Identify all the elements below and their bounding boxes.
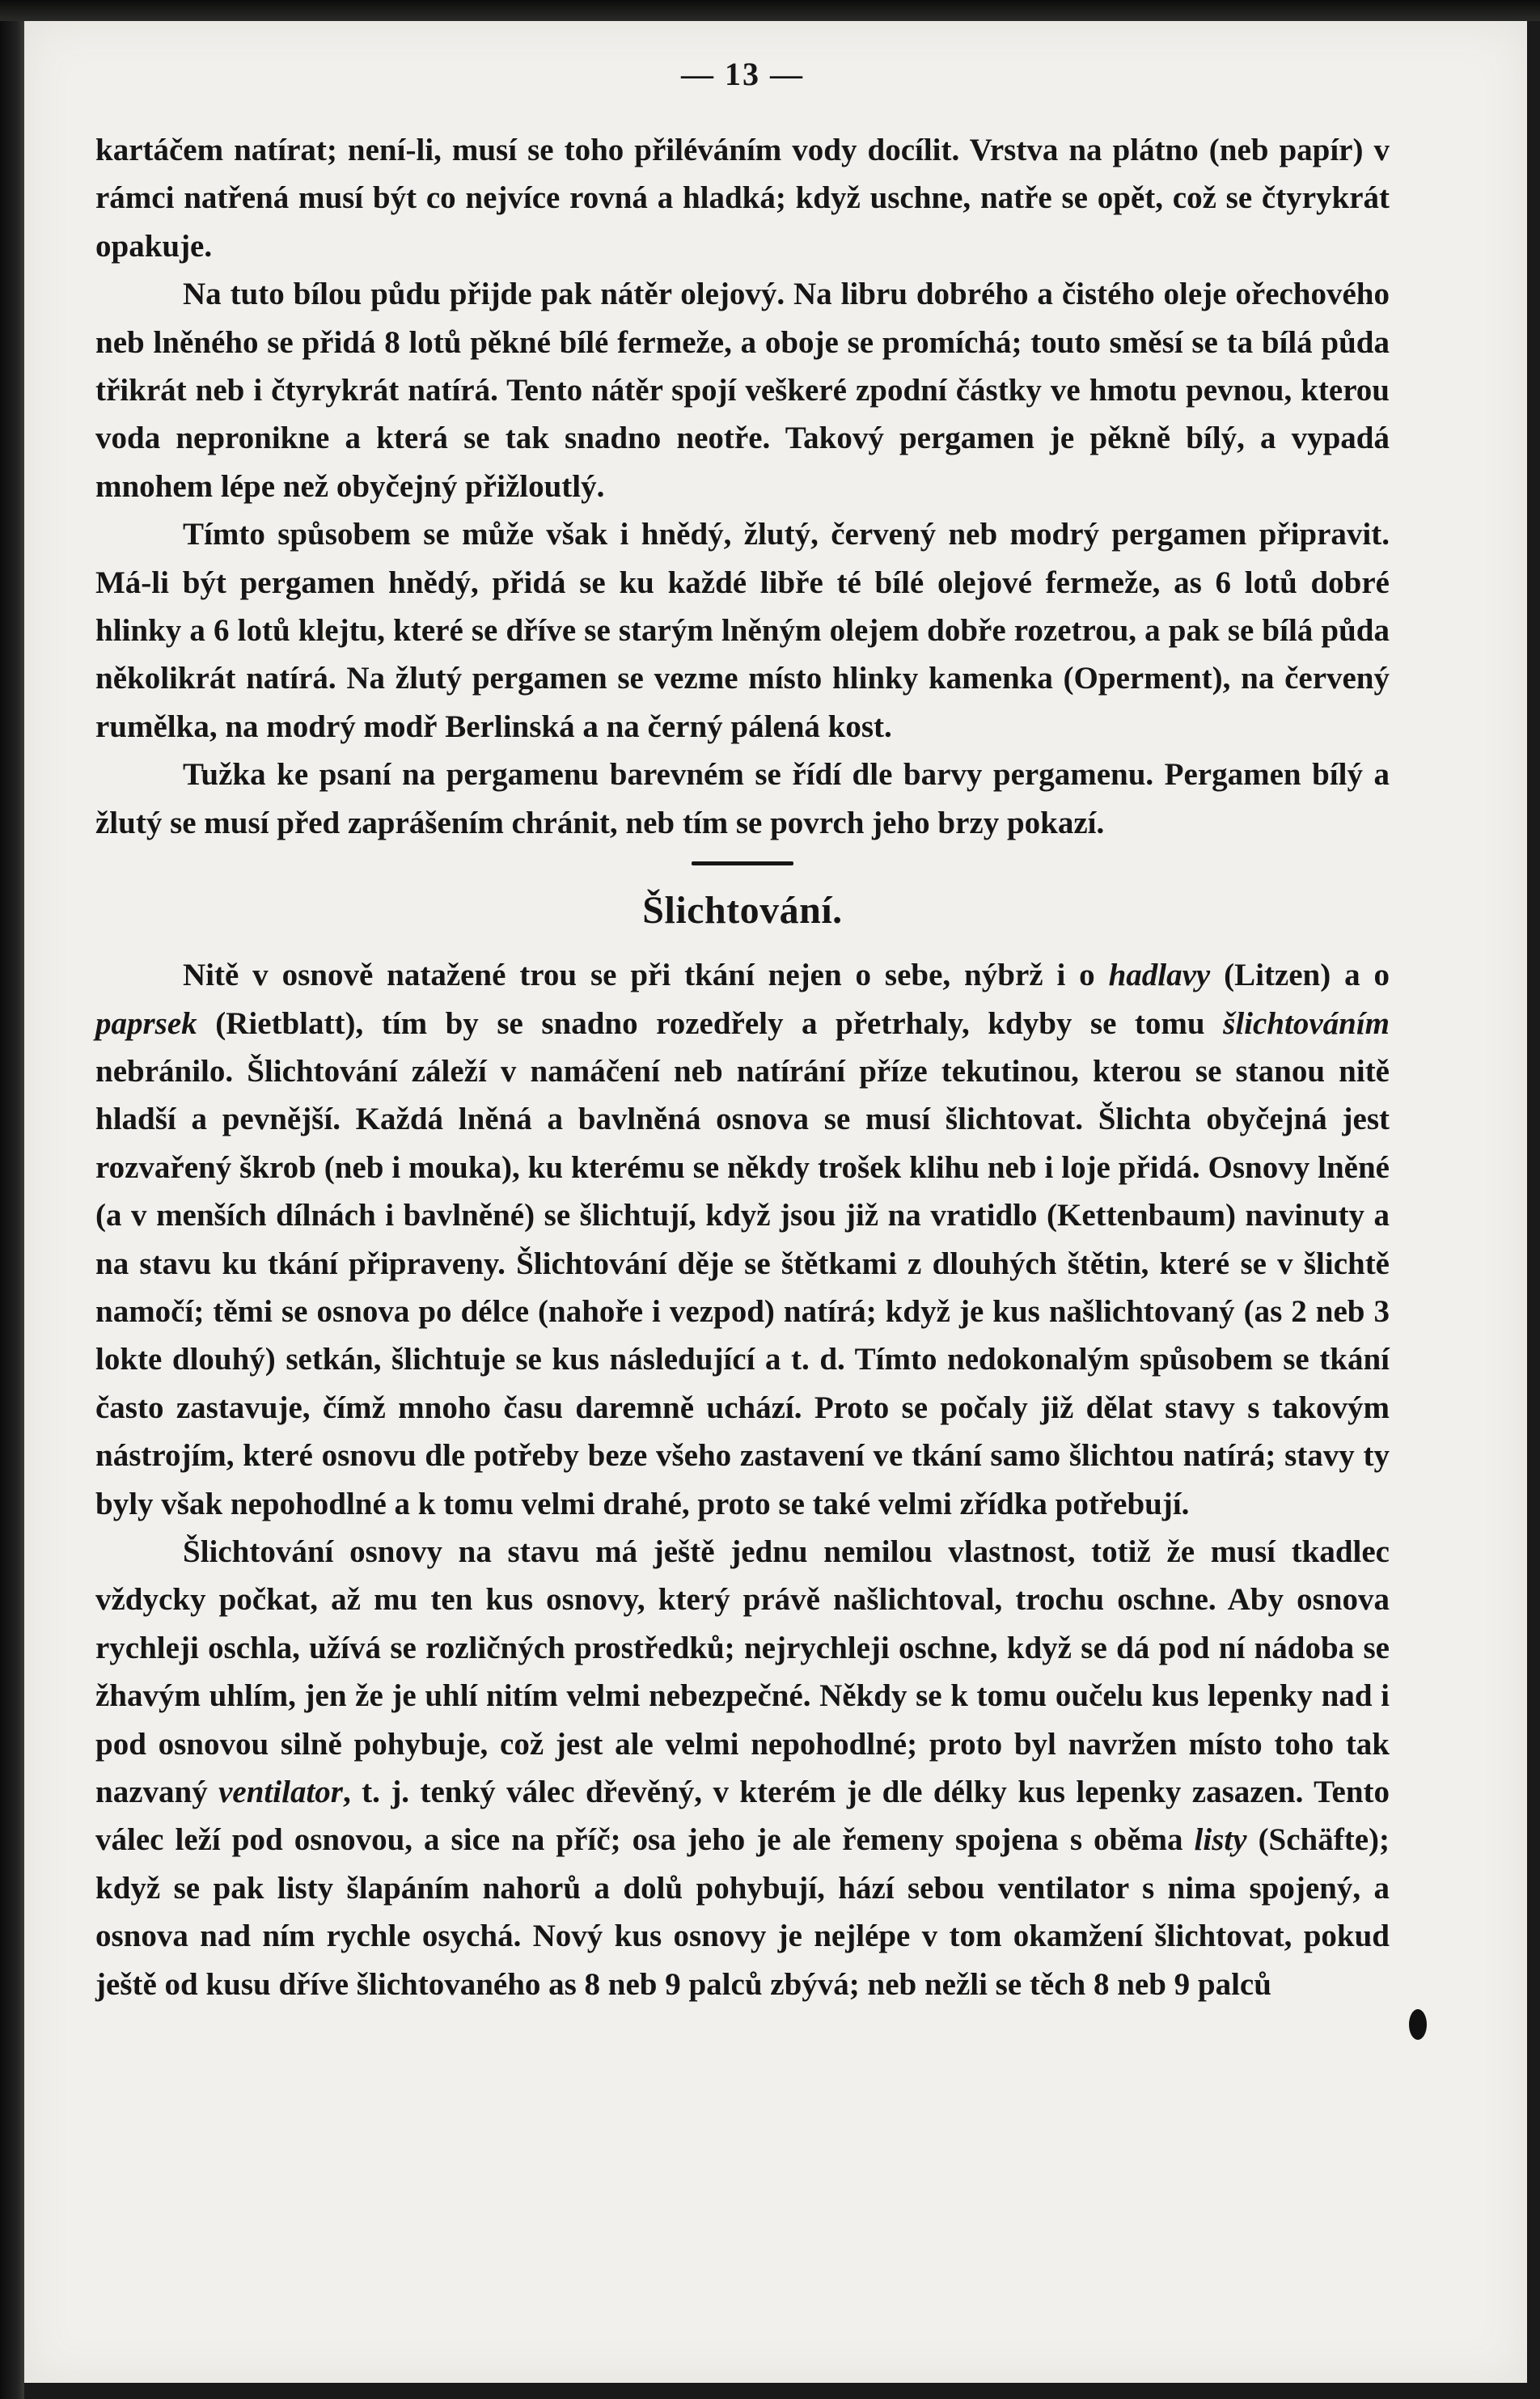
term-paprsek: paprsek <box>95 1005 197 1041</box>
scan-border-left <box>0 0 24 2399</box>
text-run: , t. j. tenký válec dřevěný, v kterém je dle délky kus lepenky zasazen. Tento válec leží pod osnovou, a sice na příč; osa jeho je ale řemeny spojena s oběma <box>95 1775 1390 1858</box>
paragraph-colored-parchment: Tímto spůsobem se může však i hnědý, žlutý, červený neb modrý pergamen připravit. Má-li být pergamen hnědý, přidá se ku každé libře té bílé olejové fermeže, as 6 lotů dobré hlinky a 6 lotů klejtu, které se dříve se starým lněným olejem dobře rozetrou, a pak se bílá půda několikrát natírá. Na žlutý pergamen se vezme místo hlinky kamenka (Operment), na červený rumělka, na modrý modř Berlinská a na černý pálená kost. <box>95 517 1390 744</box>
paragraph-sizing-drying <box>95 1528 1390 2008</box>
term-listy: listy <box>1194 1822 1247 1858</box>
section-divider <box>692 861 793 865</box>
paragraph-continuation: kartáčem natírat; není-li, musí se toho přiléváním vody docílit. Vrstva na plátno (neb papír) v rámci natřená musí být co nejvíce rovná a hladká; když uschne, natře se opět, což se čtyrykrát opakuje. <box>95 133 1390 264</box>
paragraph-pencil: Tužka ke psaní na pergamenu barevném se řídí dle barvy pergamenu. Pergamen bílý a žlutý se musí před zaprášením chránit, neb tím se povrch jeho brzy pokazí. <box>95 757 1390 840</box>
text-run: (Rietblatt), tím by se snadno rozedřely a přetrhaly, kdyby se tomu <box>197 1005 1224 1041</box>
page-text <box>95 57 1390 2008</box>
page-number: — 13 — <box>681 56 804 92</box>
text-run: (Schäfte); když se pak listy šlapáním nahorů a dolů pohybují, hází sebou ventilator s nima spojený, a osnova nad ním rychle osychá. Nový kus osnovy je nejlépe v tom okamžení šlichtovat, pokud ještě od kusu dříve šlichtovaného as 8 neb 9 palců zbývá; neb nežli se těch 8 neb 9 palců <box>95 1822 1390 2002</box>
term-slichtovanim: šlichtováním <box>1223 1005 1390 1041</box>
text-run: nebránilo. Šlichtování záleží v namáčení neb natírání příze tekutinou, kterou se stanou nitě hladší a pevnější. Každá lněná a bavlněná osnova se musí šlichtovat. Šlichta obyčejná jest rozvařený škrob (neb i mouka), ku kterému se někdy trošek klihu neb i loje přidá. Osnovy lněné (a v menších dílnách i bavlněné) se šlichtují, když jsou již na vratidlo (Kettenbaum) navinuty a na stavu ku tkání připraveny. Šlichtování děje se štětkami z dlouhých štětin, které se v šlichtě namočí; těmi se osnova po délce (nahoře i vezpod) natírá; když je kus našlichtovaný (as 2 neb 3 lokte dlouhý) setkán, šlichtuje se kus následující a t. d. Tímto nedokonalým spůsobem se tkání často zastavuje, čímž mnoho času daremně uchází. Proto se počaly již dělat stavy s takovým nástrojím, které osnovu dle potřeby beze všeho zastavení ve tkání samo šlichtou natírá; stavy ty byly však nepohodlné a k tomu velmi drahé, proto se také velmi zřídka potřebují. <box>95 1053 1390 1521</box>
text-run: Nitě v osnově natažené trou se při tkání nejen o sebe, nýbrž i o <box>183 958 1109 993</box>
text-run: Šlichtování osnovy na stavu má ještě jednu nemilou vlastnost, totiž že musí tkadlec vždycky počkat, až mu ten kus osnovy, který právě našlichtoval, trochu oschne. Aby osnova rychleji oschla, užívá se rozličných prostředků; nejrychleji oschne, když se dá pod ní nádoba se žhavým uhlím, jen že je uhlí nitím velmi nebezpečné. Někdy se k tomu oučelu kus lepenky nad i pod osnovou silně pohybuje, což jest ale velmi nepohodlné; proto byl navržen místo toho tak nazvaný <box>95 1534 1390 1809</box>
ink-blot-mark <box>1409 2009 1427 2040</box>
section-heading: Šlichtování. <box>642 889 843 933</box>
text-run: (Litzen) a o <box>1210 958 1390 993</box>
term-ventilator: ventilator <box>218 1775 343 1809</box>
scan-border-top <box>0 0 1540 21</box>
paragraph-sizing-intro <box>95 951 1390 1528</box>
paragraph-oil-coat: Na tuto bílou půdu přijde pak nátěr olejový. Na libru dobrého a čistého oleje ořechového neb lněného se přidá 8 lotů pěkné bílé fermeže, a oboje se promíchá; touto směsí se ta bílá půda třikrát neb i čtyrykrát natírá. Tento nátěr spojí veškeré zpodní částky ve hmotu pevnou, kterou voda nepronikne a která se tak snadno neotře. Takový pergamen je pěkně bílý, a vypadá mnohem lépe než obyčejný přižloutlý. <box>95 277 1390 504</box>
term-hadlavy: hadlavy <box>1108 958 1211 993</box>
